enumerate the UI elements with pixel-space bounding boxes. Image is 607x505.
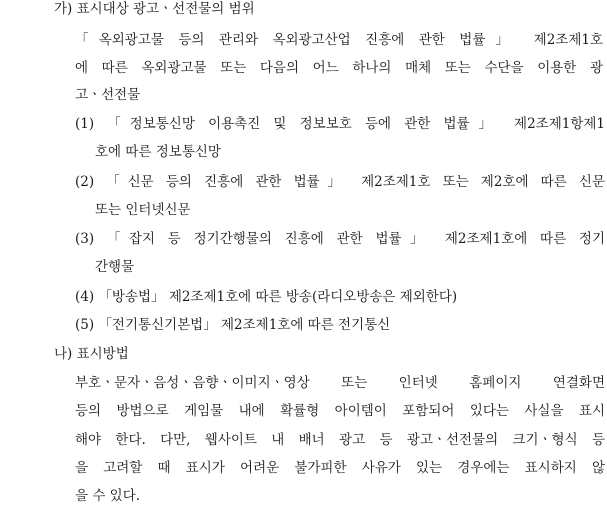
list-item-3-line-1: (3) 「잡지 등 정기간행물의 진흥에 관한 법률」 제2조제1호에 따른 정기: [75, 231, 605, 247]
section-ga-intro-line-1: 「옥외광고물 등의 관리와 옥외광고산업 진흥에 관한 법률」 제2조제1호: [75, 32, 603, 48]
section-ga-heading: 가) 표시대상 광고ㆍ선전물의 범위: [54, 1, 255, 17]
section-na-body-line-2: 등의 방법으로 게임물 내에 확률형 아이템이 포함되어 있다는 사실을 표시: [75, 403, 605, 419]
section-ga-intro-line-2: 에 따른 옥외광고물 또는 다음의 어느 하나의 매체 또는 수단을 이용한 광: [75, 60, 603, 76]
section-ga-intro-line-3: 고ㆍ선전물: [75, 87, 141, 103]
section-na-heading: 나) 표시방법: [54, 346, 129, 362]
list-item-4-line-1: (4) 「방송법」 제2조제1호에 따른 방송(라디오방송은 제외한다): [75, 289, 458, 305]
section-na-body-line-3: 해야 한다. 다만, 웹사이트 내 배너 광고 등 광고ㆍ선전물의 크기ㆍ형식 등: [75, 432, 605, 448]
section-na-body-line-1: 부호ㆍ문자ㆍ음성ㆍ음향ㆍ이미지ㆍ영상 또는 인터넷 홈페이지 연결화면: [75, 375, 605, 391]
list-item-2-line-2: 또는 인터넷신문: [95, 202, 191, 218]
list-item-3-line-2: 간행물: [95, 259, 135, 275]
list-item-2-line-1: (2) 「신문 등의 진흥에 관한 법률」 제2조제1호 또는 제2호에 따른 신문: [75, 174, 605, 190]
list-item-5-line-1: (5) 「전기통신기본법」 제2조제1호에 따른 전기통신: [75, 317, 391, 333]
list-item-1-line-2: 호에 따른 정보통신망: [95, 144, 221, 160]
section-na-body-line-5: 을 수 있다.: [75, 488, 141, 504]
list-item-1-line-1: (1) 「정보통신망 이용촉진 및 정보보호 등에 관한 법률」 제2조제1항제1: [75, 116, 605, 132]
section-na-body-line-4: 을 고려할 때 표시가 어려운 불가피한 사유가 있는 경우에는 표시하지 않: [75, 460, 605, 476]
